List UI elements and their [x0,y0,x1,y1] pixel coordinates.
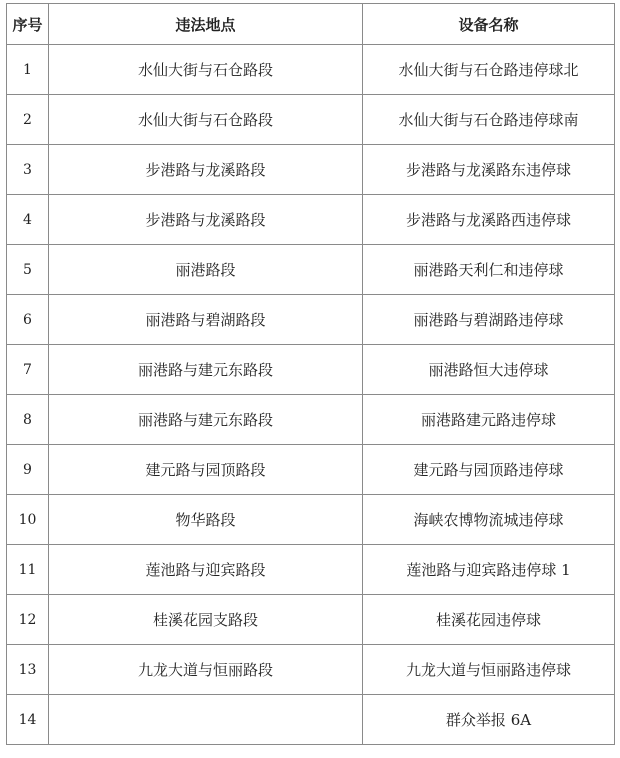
row-index: 11 [7,545,49,595]
table-row [7,445,615,495]
header-index: 序号 [7,4,49,45]
row-device-name: 丽港路建元路违停球 [363,395,615,445]
row-index: 3 [7,145,49,195]
table-row [7,545,615,595]
row-device-name: 水仙大街与石仓路违停球北 [363,45,615,95]
row-index: 13 [7,645,49,695]
table-row [7,295,615,345]
table-row [7,595,615,645]
row-device-name: 步港路与龙溪路东违停球 [363,145,615,195]
row-device-name: 步港路与龙溪路西违停球 [363,195,615,245]
table-row [7,645,615,695]
row-device-name: 丽港路与碧湖路违停球 [363,295,615,345]
row-location: 物华路段 [49,495,363,545]
row-device-name: 群众举报 6A [363,695,615,745]
violation-device-table [6,3,615,745]
row-location: 桂溪花园支路段 [49,595,363,645]
row-device-name: 桂溪花园违停球 [363,595,615,645]
table-row [7,45,615,95]
row-location: 水仙大街与石仓路段 [49,95,363,145]
row-index: 1 [7,45,49,95]
row-location: 步港路与龙溪路段 [49,195,363,245]
row-device-name: 水仙大街与石仓路违停球南 [363,95,615,145]
row-location: 丽港路段 [49,245,363,295]
table-header-row [7,4,615,45]
header-device-name: 设备名称 [363,4,615,45]
row-device-name: 莲池路与迎宾路违停球 1 [363,545,615,595]
row-location: 丽港路与碧湖路段 [49,295,363,345]
row-index: 14 [7,695,49,745]
row-device-name: 九龙大道与恒丽路违停球 [363,645,615,695]
row-device-name: 丽港路天利仁和违停球 [363,245,615,295]
row-location: 建元路与园顶路段 [49,445,363,495]
row-location: 丽港路与建元东路段 [49,345,363,395]
row-index: 8 [7,395,49,445]
row-device-name: 建元路与园顶路违停球 [363,445,615,495]
row-index: 2 [7,95,49,145]
row-index: 12 [7,595,49,645]
table-row [7,245,615,295]
table-row [7,345,615,395]
table-row [7,495,615,545]
header-location: 违法地点 [49,4,363,45]
row-location: 九龙大道与恒丽路段 [49,645,363,695]
row-index: 6 [7,295,49,345]
row-index: 5 [7,245,49,295]
row-location: 水仙大街与石仓路段 [49,45,363,95]
row-device-name: 丽港路恒大违停球 [363,345,615,395]
row-index: 7 [7,345,49,395]
row-index: 4 [7,195,49,245]
row-location [49,695,363,745]
row-index: 9 [7,445,49,495]
row-index: 10 [7,495,49,545]
row-location: 莲池路与迎宾路段 [49,545,363,595]
table-row [7,145,615,195]
row-device-name: 海峡农博物流城违停球 [363,495,615,545]
table-row [7,395,615,445]
table-row [7,695,615,745]
row-location: 丽港路与建元东路段 [49,395,363,445]
table-row [7,95,615,145]
table-row [7,195,615,245]
row-location: 步港路与龙溪路段 [49,145,363,195]
